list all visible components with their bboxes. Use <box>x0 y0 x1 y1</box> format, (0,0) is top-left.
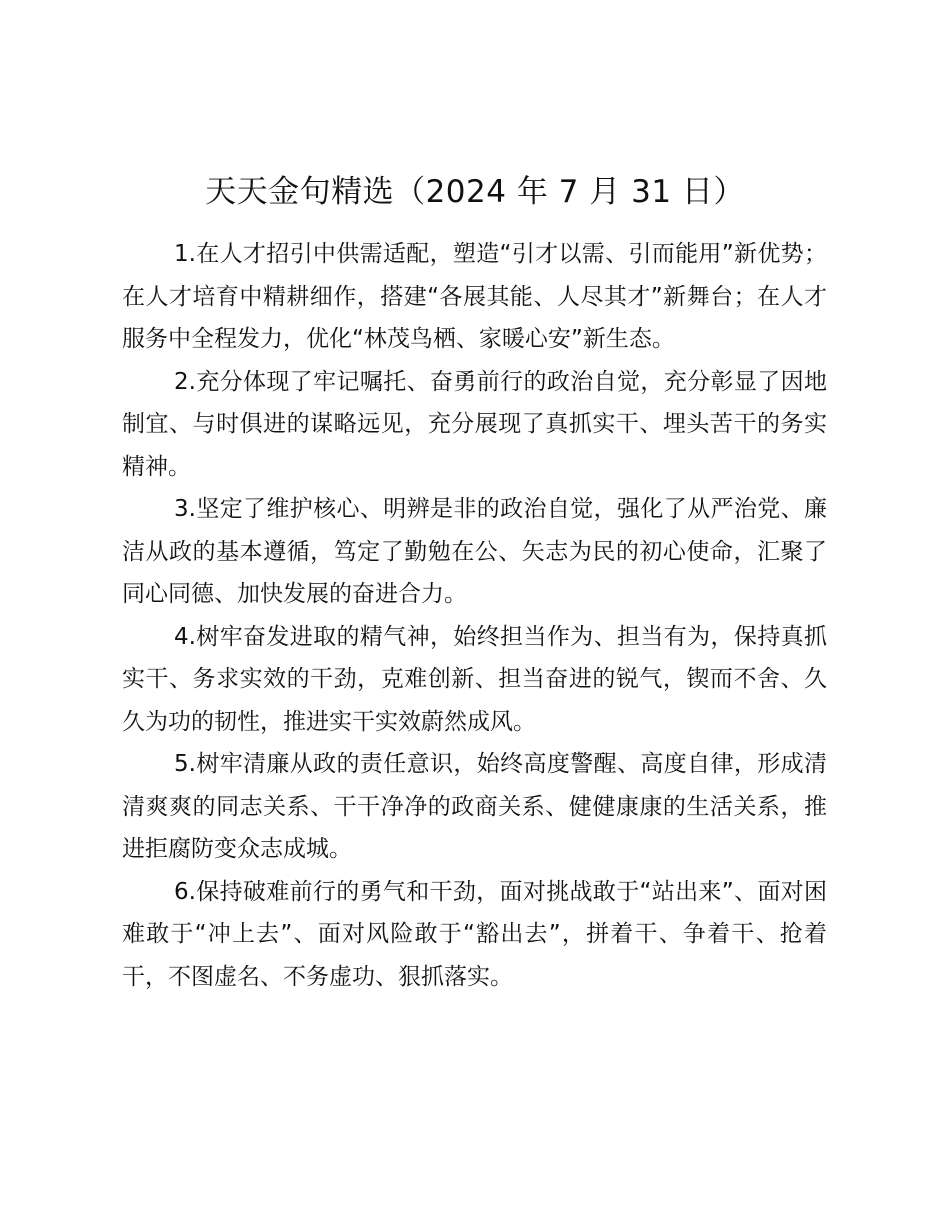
paragraph-2: 2.充分体现了牢记嘱托、奋勇前行的政治自觉，充分彰显了因地制宜、与时俱进的谋略远见，充分展现了真抓实干、埋头苦干的务实精神。 <box>122 368 827 480</box>
paragraph-3: 3.坚定了维护核心、明辨是非的政治自觉，强化了从严治党、廉洁从政的基本遵循，笃定了勤勉在公、矢志为民的初心使命，汇聚了同心同德、加快发展的奋进合力。 <box>122 496 827 607</box>
document-body <box>122 233 827 998</box>
document-title: 天天金句精选（2024 年 7 月 31 日） <box>205 174 745 210</box>
paragraph-6: 6.保持破难前行的勇气和干劲，面对挑战敢于“站出来”、面对困难敢于“冲上去”、面对风险敢于“豁出去”，拼着干、争着干、抢着干，不图虚名、不务虚功、狠抓落实。 <box>122 878 827 990</box>
paragraph-4: 4.树牢奋发进取的精气神，始终担当作为、担当有为，保持真抓实干、务求实效的干劲，克难创新、担当奋进的锐气，锲而不舍、久久为功的韧性，推进实干实效蔚然成风。 <box>122 623 827 735</box>
paragraph-1: 1.在人才招引中供需适配，塑造“引才以需、引而能用”新优势；在人才培育中精耕细作，搭建“各展其能、人尽其才”新舞台；在人才服务中全程发力，优化“林茂鸟栖、家暖心安”新生态。 <box>122 241 827 352</box>
paragraph-5: 5.树牢清廉从政的责任意识，始终高度警醒、高度自律，形成清清爽爽的同志关系、干干净净的政商关系、健健康康的生活关系，推进拒腐防变众志成城。 <box>122 751 827 862</box>
